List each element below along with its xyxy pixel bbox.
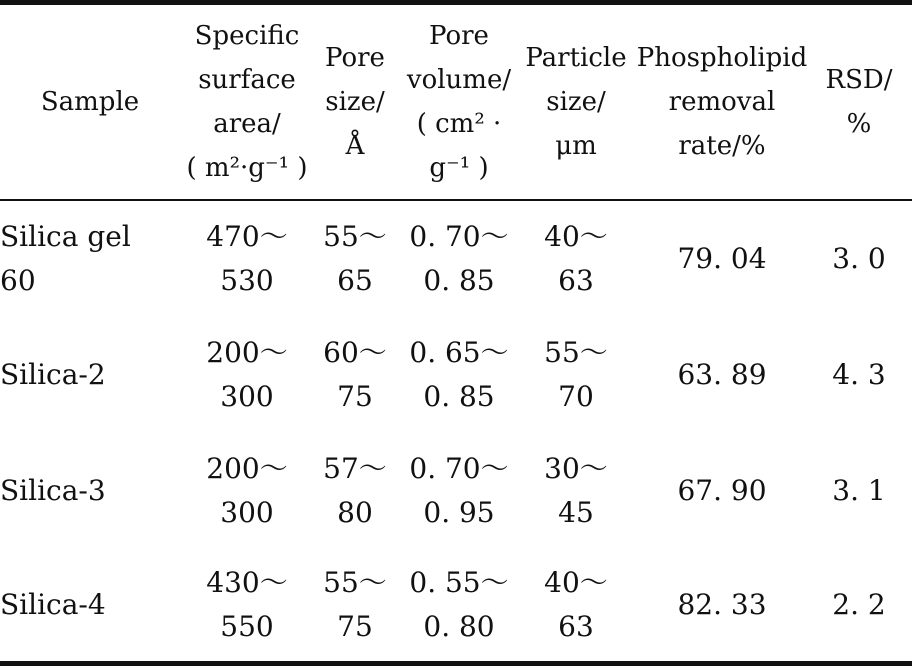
cell-pore-size: 55～ 65: [323, 220, 387, 297]
cell-surface-area: 200～ 300: [206, 452, 288, 529]
table-bottom-rule: [0, 661, 912, 666]
cell-sample: Silica-2: [0, 358, 106, 391]
table-row: [0, 433, 912, 549]
header-particle-size: Particle size/ μm: [525, 43, 627, 161]
cell-removal-rate: 67. 90: [677, 474, 767, 507]
cell-particle-size: 30～ 45: [544, 452, 608, 529]
cell-pore-volume: 0. 70～ 0. 85: [409, 220, 509, 297]
cell-pore-volume: 0. 65～ 0. 85: [409, 336, 509, 413]
table-row: [0, 317, 912, 433]
cell-pore-volume: 0. 70～ 0. 95: [409, 452, 509, 529]
cell-rsd: 2. 2: [832, 588, 886, 621]
cell-rsd: 3. 0: [832, 242, 886, 275]
header-specific-surface-area: Specific surface area/ ( m²·g⁻¹ ): [186, 21, 308, 183]
cell-surface-area: 430～ 550: [206, 566, 288, 643]
cell-sample: Silica-3: [0, 474, 106, 507]
cell-pore-volume: 0. 55～ 0. 80: [409, 566, 509, 643]
header-pore-volume: Pore volume/ ( cm² · g⁻¹ ): [406, 21, 512, 183]
cell-removal-rate: 82. 33: [677, 588, 767, 621]
cell-surface-area: 470～ 530: [206, 220, 288, 297]
header-phospholipid-removal-rate: Phospholipid removal rate/%: [636, 43, 808, 161]
cell-pore-size: 60～ 75: [323, 336, 387, 413]
header-rsd: RSD/ %: [825, 65, 893, 139]
cell-rsd: 4. 3: [832, 358, 886, 391]
cell-surface-area: 200～ 300: [206, 336, 288, 413]
cell-removal-rate: 79. 04: [677, 242, 767, 275]
table-row: [0, 201, 912, 317]
cell-particle-size: 55～ 70: [544, 336, 608, 413]
cell-rsd: 3. 1: [832, 474, 886, 507]
header-sample: Sample: [40, 87, 140, 117]
cell-pore-size: 57～ 80: [323, 452, 387, 529]
cell-sample: Silica gel 60: [0, 220, 131, 297]
cell-particle-size: 40～ 63: [544, 220, 608, 297]
cell-particle-size: 40～ 63: [544, 566, 608, 643]
cell-sample: Silica-4: [0, 588, 106, 621]
cell-removal-rate: 63. 89: [677, 358, 767, 391]
table-row: [0, 549, 912, 661]
cell-pore-size: 55～ 75: [323, 566, 387, 643]
header-pore-size: Pore size/ Å: [325, 43, 385, 161]
